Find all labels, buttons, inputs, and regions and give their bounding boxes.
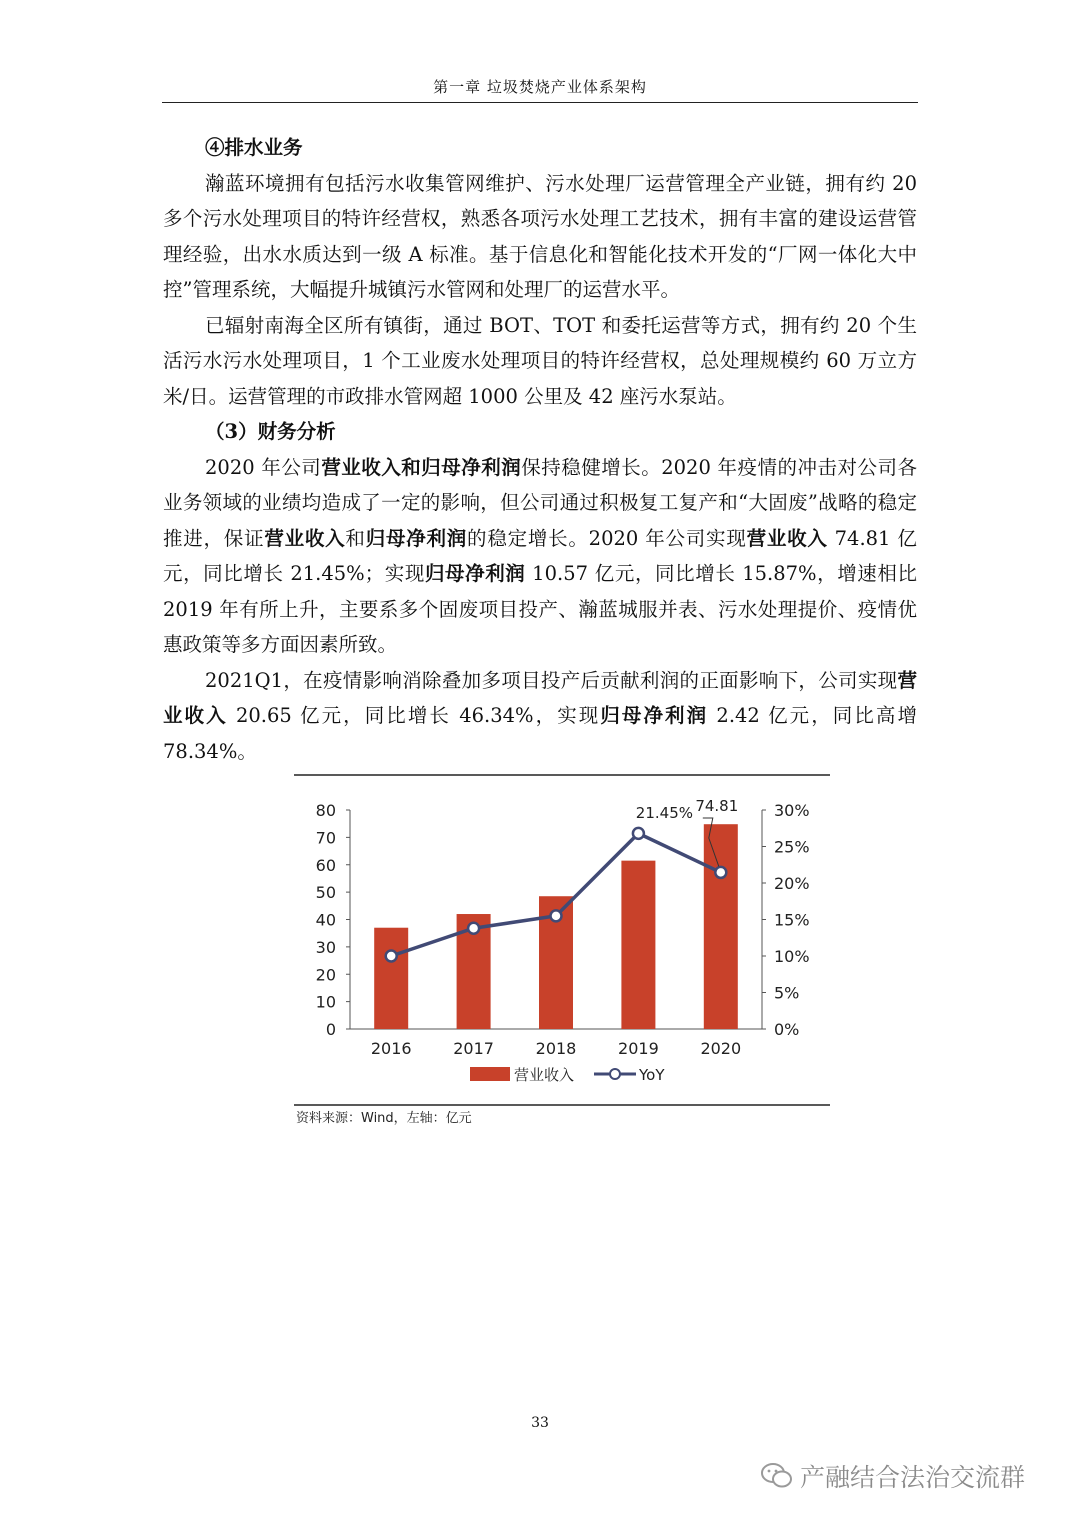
left-tick-label: 30 (315, 937, 336, 957)
right-tick-label: 20% (774, 874, 810, 893)
text-run: 10.57 亿元，同比增长 15.87%，增速相比 2019 年有所上升，主要系多个固废项目投产、瀚蓝城服并表、污水处理提价、疫情优惠政策等多方面因素所致。 (163, 562, 917, 656)
paragraph-financial-2 (163, 663, 917, 770)
yoy-point (386, 951, 397, 962)
right-tick-label: 30% (774, 801, 810, 820)
x-tick-label: 2017 (453, 1039, 494, 1058)
chart-source-note: 资料来源：Wind，左轴：亿元 (296, 1111, 472, 1126)
bar-annotation-label: 74.81 (695, 797, 739, 815)
left-tick-label: 10 (315, 992, 336, 1012)
legend-label-yoy: YoY (639, 1066, 665, 1084)
text-run: 和 (345, 526, 366, 550)
x-tick-label: 2020 (700, 1039, 742, 1058)
page-number: 33 (531, 1415, 549, 1431)
watermark-text: 产融结合法治交流群 (800, 1463, 1026, 1492)
bold-term: 营业收入 (163, 668, 917, 727)
bold-term: 归母净利润 (365, 526, 468, 550)
left-tick-label: 80 (315, 801, 336, 820)
text-run: 的稳定增长。2020 年公司实现 (467, 526, 747, 550)
yoy-annotation-label: 21.45% (635, 804, 694, 822)
paragraph-drainage-2: 已辐射南海全区所有镇街，通过 BOT、TOT 和委托运营等方式，拥有约 20 个生活污水污水处理项目，1 个工业废水处理项目的特许经营权，总处理规模约 60 万立方米/日。运营管理的市政排水管网超 1000 公里及 42 座污水泵站。 (163, 313, 917, 408)
right-tick-label: 0% (774, 1020, 800, 1039)
page-header-title: 第一章 垃圾焚烧产业体系架构 (433, 78, 647, 96)
right-tick-label: 15% (774, 910, 810, 930)
bold-term: 归母净利润 (600, 704, 709, 727)
bar-revenue (374, 928, 408, 1029)
text-run: 保持稳健增长。2020 年疫情的冲击对公司各业务领域的业绩均造成了一定的影响，但公司通过积极复工复产和“大固废”战略的稳定推进，保证 (163, 455, 917, 550)
right-tick-label: 5% (774, 983, 800, 1003)
text-run: 2.42 亿元，同比高增 78.34%。 (163, 704, 917, 763)
bar-revenue (704, 824, 738, 1029)
wechat-icon (760, 1461, 794, 1491)
left-tick-label: 60 (315, 855, 336, 875)
right-tick-label: 10% (774, 947, 810, 966)
header-divider (162, 102, 918, 103)
text-run: 20.65 亿元，同比增长 46.34%，实现 (227, 704, 601, 727)
yoy-point (551, 910, 562, 921)
x-tick-label: 2019 (618, 1039, 659, 1058)
legend-label-revenue: 营业收入 (514, 1066, 575, 1084)
text-run: 2021Q1，在疫情影响消除叠加多项目投产后贡献利润的正面影响下，公司实现 (205, 668, 898, 692)
text-run: 74.81 亿元，同比增长 21.45%；实现 (163, 526, 917, 585)
bold-term: 营业收入 (746, 526, 828, 550)
left-tick-label: 20 (315, 965, 336, 985)
x-tick-label: 2016 (370, 1039, 412, 1058)
document-body (163, 130, 917, 769)
watermark (760, 1458, 1025, 1494)
right-tick-label: 25% (774, 837, 810, 857)
yoy-point (715, 867, 726, 878)
text-run: 2020 年公司 (205, 455, 322, 479)
bold-term: 归母净利润 (424, 562, 526, 585)
left-tick-label: 70 (315, 828, 336, 848)
left-tick-label: 50 (315, 883, 336, 903)
revenue-chart (294, 772, 830, 1132)
x-tick-label: 2018 (535, 1039, 577, 1058)
bar-revenue (621, 861, 655, 1029)
legend-swatch-yoy-marker (610, 1069, 620, 1079)
revenue-chart-svg (294, 772, 830, 1132)
legend-swatch-revenue (470, 1067, 510, 1081)
bold-term: 营业收入 (264, 526, 346, 550)
yoy-point (468, 923, 479, 934)
section-heading-financial: （3）财务分析 (205, 420, 336, 443)
left-tick-label: 0 (325, 1020, 336, 1039)
paragraph-drainage-1: 瀚蓝环境拥有包括污水收集管网维护、污水处理厂运营管理全产业链，拥有约 20 多个污水处理项目的特许经营权，熟悉各项污水处理工艺技术，拥有丰富的建设运营管理经验，出水水质达到一级 A 标准。基于信息化和智能化技术开发的“厂网一体化大中控”管理系统，大幅提升城镇污水管网和处理厂的运营水平。 (163, 171, 917, 301)
left-tick-label: 40 (315, 910, 336, 930)
paragraph-financial-1 (163, 450, 917, 663)
yoy-point (633, 828, 644, 839)
bold-term: 营业收入和归母净利润 (321, 455, 522, 479)
section-heading-drainage: ④排水业务 (205, 136, 303, 159)
